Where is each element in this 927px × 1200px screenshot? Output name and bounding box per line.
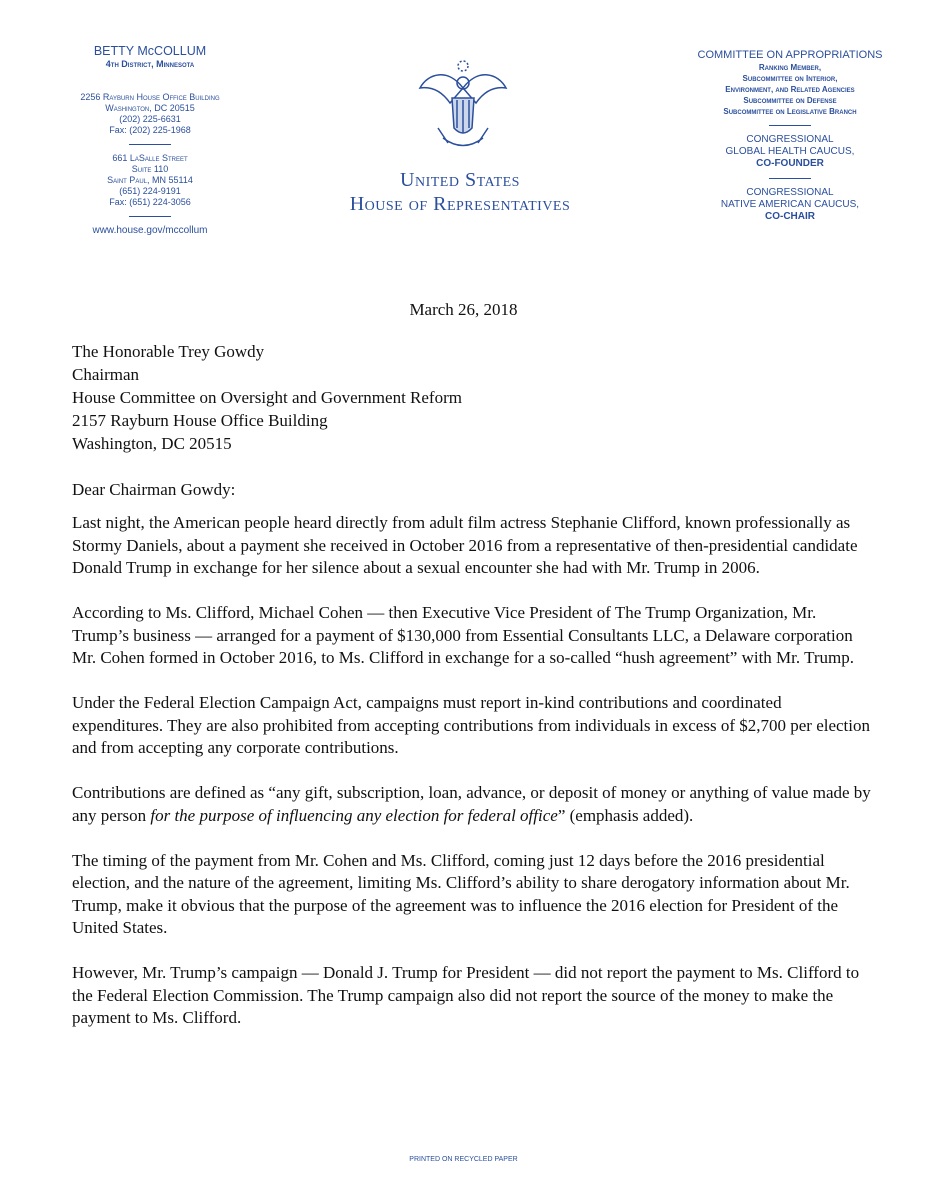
emphasis: for the purpose of influencing any election for federal office	[150, 805, 558, 825]
paragraph-contributions	[72, 782, 872, 827]
letter-body	[72, 512, 872, 1052]
caucus-line: NATIVE AMERICAN CAUCUS,	[720, 199, 860, 210]
dc-office-line: Washington, DC 20515	[105, 103, 195, 113]
caucus-line: CONGRESSIONAL	[746, 134, 834, 145]
recipient-line: Chairman	[72, 365, 140, 384]
paragraph: According to Ms. Clifford, Michael Cohen — then Executive Vice President of The Trump Organization, Mr. Trump’s business — arranged for a payment of $130,000 from Essential Consultants LLC, a Delaware corporation Mr. Cohen formed in October 2016, to Ms. Clifford in exchange for a so-called “hush agreement” with Mr. Trump.	[72, 603, 855, 667]
paragraph: The timing of the payment from Mr. Cohen and Ms. Clifford, coming just 12 days before the 2016 presidential election, and the nature of the agreement, limiting Ms. Clifford’s ability to share derogatory information about Mr. Trump, make it obvious that the purpose of the agreement was to influence the 2016 election for President of the United States.	[72, 850, 850, 937]
footer-recycled: PRINTED ON RECYCLED PAPER	[409, 1156, 518, 1163]
website-link[interactable]: www.house.gov/mccollum	[92, 225, 208, 236]
paragraph: Under the Federal Election Campaign Act, campaigns must report in-kind contributions and coordinated expenditures. They are also prohibited from accepting contributions from individuals in excess of $2,700 per election and from accepting any corporate contributions.	[72, 693, 870, 757]
caucus-role: CO-FOUNDER	[756, 158, 824, 169]
committee-name: COMMITTEE ON APPROPRIATIONS	[697, 49, 883, 61]
divider	[129, 216, 171, 217]
text: ” (emphasis added).	[557, 805, 694, 825]
role-line: Ranking Member,	[758, 63, 822, 72]
house-seal-eagle-icon	[418, 58, 508, 158]
paragraph: However, Mr. Trump’s campaign — Donald J. Trump for President — did not report the payment to Ms. Clifford to the Federal Election Commission. The Trump campaign also did not report the source of the money to make the payment to Ms. Clifford.	[72, 963, 860, 1027]
mn-office-line: Fax: (651) 224-3056	[109, 197, 191, 207]
house-title-line: United States	[400, 169, 520, 191]
caucus-role: CO-CHAIR	[765, 211, 815, 222]
recipient-line: Washington, DC 20515	[72, 434, 232, 453]
role-line: Subcommittee on Legislative Branch	[723, 107, 857, 116]
mn-office-line: Suite 110	[131, 164, 169, 174]
member-info	[40, 44, 260, 236]
recipient-line: The Honorable Trey Gowdy	[72, 342, 265, 361]
district: 4th District, Minnesota	[105, 59, 195, 69]
letter-date: March 26, 2018	[409, 300, 518, 319]
paragraph: Last night, the American people heard directly from adult film actress Stephanie Clifford, known professionally as Stormy Daniels, about a payment she received in October 2016 from a representative of then-presidential candidate Donald Trump in exchange for her silence about a sexual encounter she had with Mr. Trump in 2006.	[72, 513, 858, 577]
house-title	[290, 168, 630, 216]
house-title-line: House of Representatives	[349, 193, 571, 215]
mn-office-line: 661 LaSalle Street	[112, 153, 188, 163]
role-line: Subcommittee on Defense	[743, 96, 837, 105]
divider	[769, 125, 811, 126]
mn-office-line: Saint Paul, MN 55114	[107, 175, 193, 185]
divider	[129, 144, 171, 145]
dc-office-line: 2256 Rayburn House Office Building	[80, 92, 220, 102]
recipient-address	[72, 340, 462, 501]
salutation: Dear Chairman Gowdy:	[72, 480, 236, 499]
committee-info	[680, 48, 900, 223]
recipient-line: House Committee on Oversight and Government Reform	[72, 388, 462, 407]
caucus-line: CONGRESSIONAL	[746, 187, 834, 198]
role-line: Subcommittee on Interior,	[742, 74, 838, 83]
dc-office-line: (202) 225-6631	[119, 114, 181, 124]
dc-office-line: Fax: (202) 225-1968	[109, 125, 191, 135]
role-line: Environment, and Related Agencies	[725, 85, 855, 94]
member-name: BETTY McCOLLUM	[93, 44, 207, 58]
caucus-line: GLOBAL HEALTH CAUCUS,	[725, 146, 855, 157]
recipient-line: 2157 Rayburn House Office Building	[72, 411, 328, 430]
divider	[769, 178, 811, 179]
text: Contributions are defined as “any gift, subscription, loan, advance, or deposit of money or anything of value made by any person	[72, 783, 871, 825]
mn-office-line: (651) 224-9191	[119, 186, 181, 196]
